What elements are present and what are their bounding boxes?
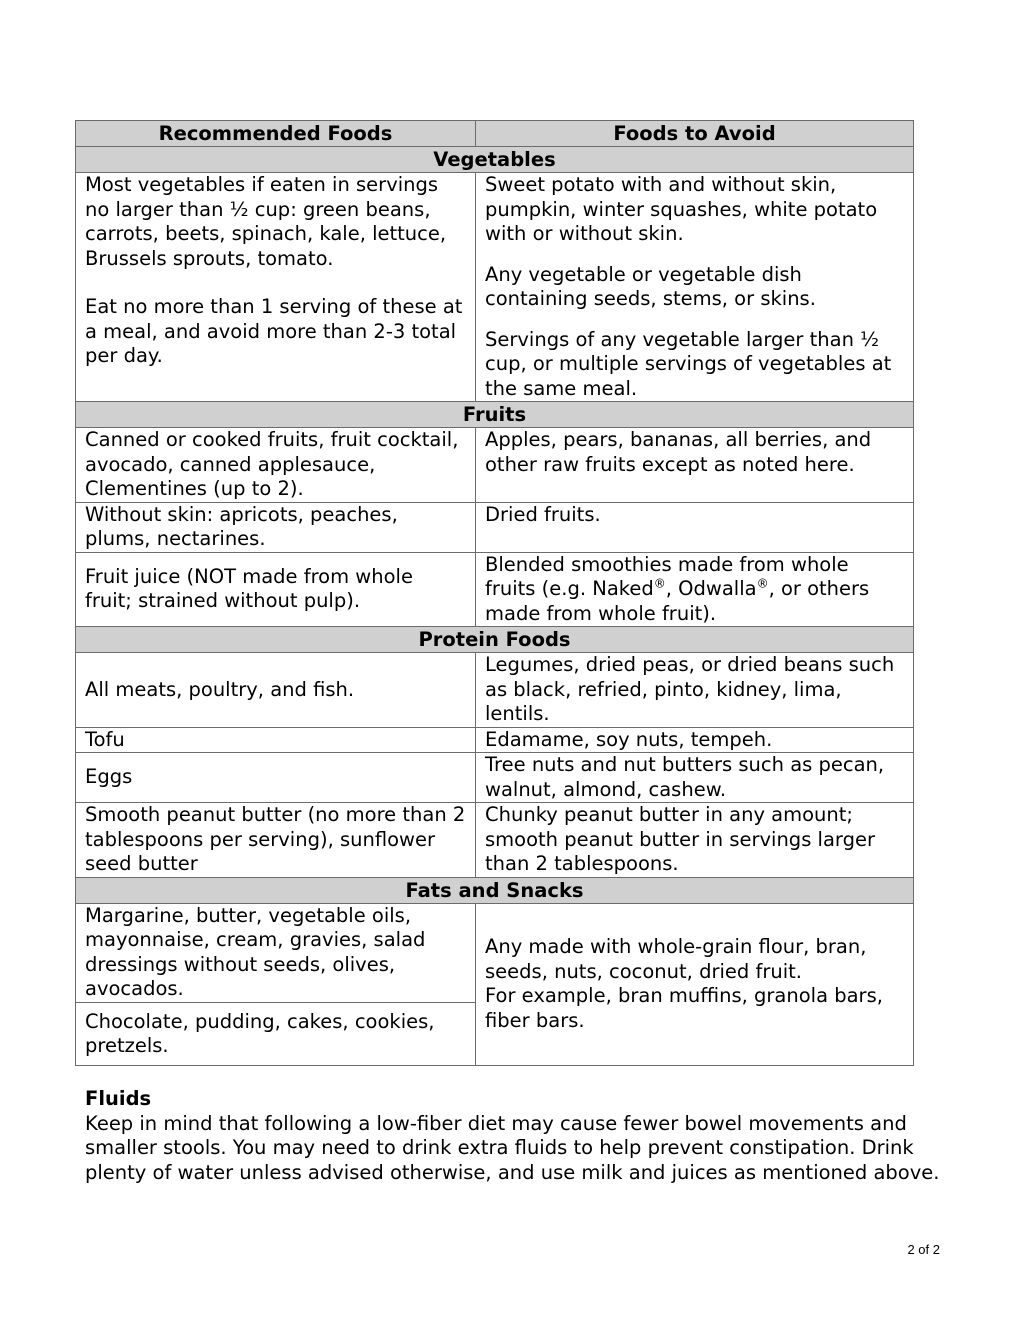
vegetables-avoid-text: Sweet potato with and without skin, pumpkin, winter squashes, white potato with or without skin. [485,173,878,245]
fruits-recommended-cell: Canned or cooked fruits, fruit cocktail, avocado, canned applesauce, Clementines (up to 2). [76,428,476,503]
table-row [76,502,914,552]
fruit-juice-cell: Fruit juice (NOT made from whole fruit; strained without pulp). [76,552,476,627]
vegetables-avoid-cell [476,173,914,402]
table-row [76,727,914,753]
table-row [76,653,914,728]
fruits-avoid-cell: Apples, pears, bananas, all berries, and other raw fruits except as noted here. [476,428,914,503]
section-row-vegetables [76,147,914,173]
registered-mark: ® [653,576,666,591]
page-number: 2 of 2 [907,1242,940,1257]
vegetables-limit-text: Eat no more than 1 serving of these at a meal, and avoid more than 2-3 total per day. [85,295,463,367]
column-header-recommended: Recommended Foods [76,121,476,147]
fruits-avoid-cell: Dried fruits. [476,502,914,552]
smoothie-cell [476,552,914,627]
smoothie-text: Blended smoothies made from whole fruits (e.g. Naked [485,552,849,600]
snacks-recommended-cell: Chocolate, pudding, cakes, cookies, pretzels. [76,1002,476,1065]
protein-avoid-cell: Legumes, dried peas, or dried beans such as black, refried, pinto, kidney, lima, lentils. [476,653,914,728]
table-row [76,173,914,402]
fats-example-text: For example, bran muffins, granola bars, fiber bars. [485,984,883,1032]
table-row [76,428,914,503]
table-row [76,552,914,627]
section-row-fruits [76,402,914,428]
vegetables-avoid-text: Servings of any vegetable larger than ½ cup, or multiple servings of vegetables at the same meal. [485,327,892,400]
protein-avoid-cell: Chunky peanut butter in any amount; smooth peanut butter in servings larger than 2 tablespoons. [476,803,914,878]
table-row [76,903,914,1002]
protein-recommended-cell: Smooth peanut butter (no more than 2 tablespoons per serving), sunflower seed butter [76,803,476,878]
section-title-protein: Protein Foods [76,627,914,653]
protein-avoid-cell: Edamame, soy nuts, tempeh. [476,727,914,753]
table-header-row [76,121,914,147]
column-header-avoid: Foods to Avoid [476,121,914,147]
fluids-body: Keep in mind that following a low-fiber diet may cause fewer bowel movements and smaller stools. You may need to drink extra fluids to help prevent constipation. Drink plenty of water unless advised otherwise, and use milk and juices as mentioned above. [85,1111,940,1184]
fats-recommended-cell: Margarine, butter, vegetable oils, mayonnaise, cream, gravies, salad dressings without seeds, olives, avocados. [76,903,476,1002]
smoothie-text: , Odwalla [665,577,757,600]
section-row-protein [76,627,914,653]
fruits-recommended-cell: Without skin: apricots, peaches, plums, nectarines. [76,502,476,552]
protein-recommended-cell: Eggs [76,753,476,803]
section-row-fats [76,877,914,903]
protein-recommended-cell: All meats, poultry, and fish. [76,653,476,728]
section-title-fruits: Fruits [76,402,914,428]
vegetables-avoid-text: Any vegetable or vegetable dish containing seeds, stems, or skins. [485,262,816,310]
smoothie-text: , or others made from whole fruit). [485,577,870,625]
fats-avoid-cell [476,903,914,1065]
food-table [75,120,914,1066]
table-row [76,753,914,803]
vegetables-recommended-cell [76,173,476,402]
protein-recommended-cell: Tofu [76,727,476,753]
fluids-heading: Fluids [85,1087,152,1110]
vegetables-recommended-text: Most vegetables if eaten in servings no larger than ½ cup: green beans, carrots, beets, spinach, kale, lettuce, Brussels sprouts, tomato. [85,173,447,270]
section-title-fats: Fats and Snacks [76,877,914,903]
fluids-section [85,1087,955,1185]
registered-mark: ® [756,576,769,591]
protein-avoid-cell: Tree nuts and nut butters such as pecan, walnut, almond, cashew. [476,753,914,803]
fats-avoid-text: Any made with whole-grain flour, bran, seeds, nuts, coconut, dried fruit. [485,935,867,983]
table-row [76,803,914,878]
section-title-vegetables: Vegetables [76,147,914,173]
